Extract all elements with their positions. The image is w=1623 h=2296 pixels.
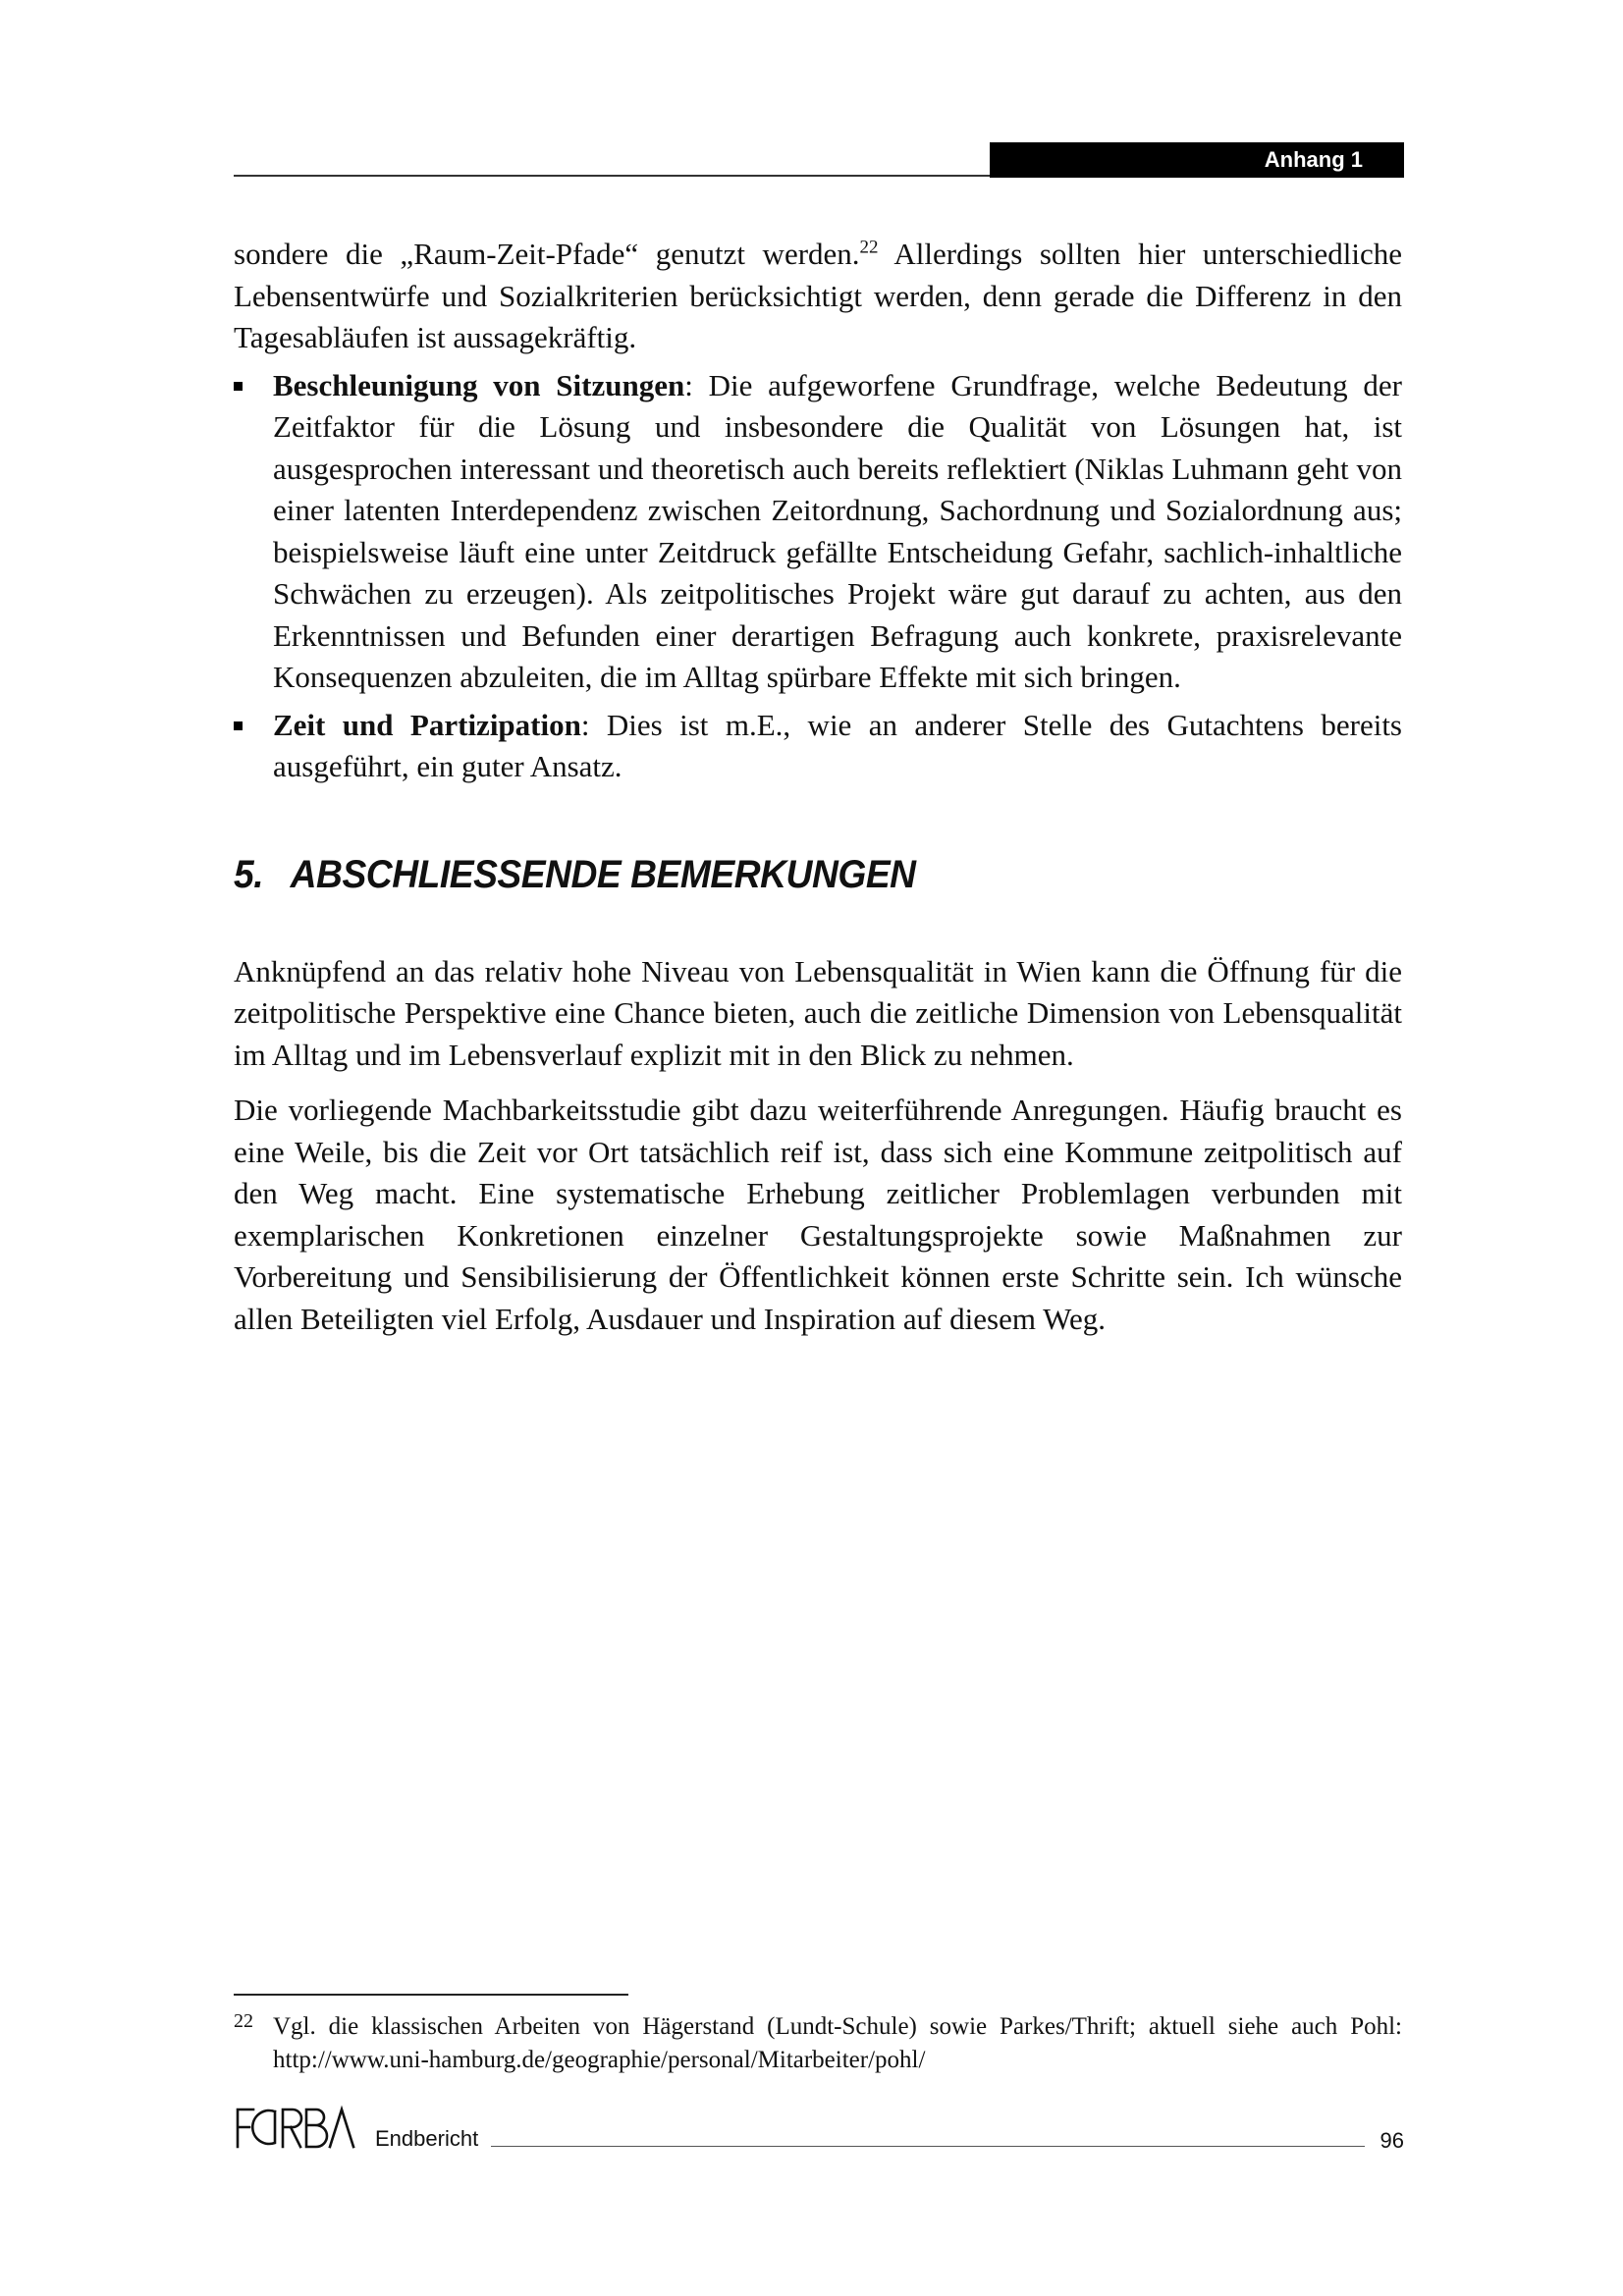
footer-rule: [491, 2146, 1365, 2147]
bullet-text: : Die aufgeworfene Grundfrage, welche Bedeutung der Zeitfaktor für die Lösung und insbesondere die Qualität von Lösungen hat, ist ausgesprochen interessant und theoretisch auch bereits reflektiert (Niklas Luhmann geht von einer latenten Interdependenz zwischen Zeitordnung, Sachordnung und Sozialordnung aus; beispielsweise läuft eine unter Zeitdruck gefällte Entscheidung Gefahr, sachlich-inhaltliche Schwächen zu erzeugen). Als zeitpolitisches Projekt wäre gut darauf zu achten, aus den Erkenntnissen und Befunden einer derartigen Befragung auch konkrete, praxisrelevante Konsequenzen abzuleiten, die im Alltag spürbare Effekte mit sich bringen.: [273, 367, 1403, 694]
continuation-text-part-2: Allerdings sollten hier unterschiedliche Lebensentwürfe und Sozialkriterien berücksichtigt werden, denn gerade die Differenz in den Tagesabläufen ist aussagekräftig.: [234, 237, 1402, 354]
header-section-label: Anhang 1: [990, 142, 1404, 178]
bullet-term: Beschleunigung von Sitzungen: [273, 367, 685, 402]
footer-label: Endbericht: [375, 2126, 479, 2151]
section-heading: [234, 851, 1321, 898]
header-rule: [234, 175, 990, 177]
bullet-square-icon: [234, 382, 243, 391]
footnote-number: 22: [234, 2010, 253, 2032]
bullet-item: [234, 365, 1402, 699]
footnote-separator: [234, 1994, 628, 1996]
bullet-text: : Dies ist m.E., wie an anderer Stelle des Gutachtens bereits ausgeführt, ein guter Ansatz.: [273, 707, 1403, 783]
footnote: [234, 2010, 1402, 2077]
footnote-text: Vgl. die klassischen Arbeiten von Hägerstand (Lundt-Schule) sowie Parkes/Thrift; aktuell siehe auch Pohl: http://www.uni-hamburg.de/geographie/personal/Mitarbeiter/pohl/: [273, 2013, 1402, 2073]
footnote-reference[interactable]: 22: [859, 237, 879, 258]
bullet-term: Zeit und Partizipation: [273, 707, 581, 742]
body-paragraph: Die vorliegende Machbarkeitsstudie gibt dazu weiterführende Anregungen. Häufig braucht es eine Weile, bis die Zeit vor Ort tatsächlich reif ist, dass sich eine Kommune zeitpolitisch auf den Weg macht. Eine systematische Erhebung zeitlicher Problemlagen verbunden mit exemplarischen Konkretionen einzelner Gestaltungsprojekte sowie Maßnahmen zur Vorbereitung und Sensibilisierung der Öffentlichkeit können erste Schritte sein. Ich wünsche allen Beteiligten viel Erfolg, Ausdauer und Inspiration auf diesem Weg.: [234, 1093, 1402, 1336]
page-content: [234, 234, 1402, 1354]
continuation-paragraph: [234, 234, 1402, 359]
bullet-item: [234, 705, 1402, 788]
bullet-square-icon: [234, 721, 243, 730]
body-paragraph: Anknüpfend an das relativ hohe Niveau von Lebensqualität in Wien kann die Öffnung für die zeitpolitische Perspektive eine Chance bieten, auch die zeitliche Dimension von Lebensqualität im Alltag und im Lebensverlauf explizit mit in den Blick zu nehmen.: [234, 953, 1402, 1072]
page-number: 96: [1380, 2128, 1404, 2153]
section-number: 5.: [234, 852, 264, 896]
continuation-text-part-1: sondere die „Raum-Zeit-Pfade“ genutzt werden.: [234, 237, 860, 271]
forba-logo: [232, 2104, 359, 2151]
section-title: ABSCHLIESSENDE BEMERKUNGEN: [290, 852, 916, 896]
